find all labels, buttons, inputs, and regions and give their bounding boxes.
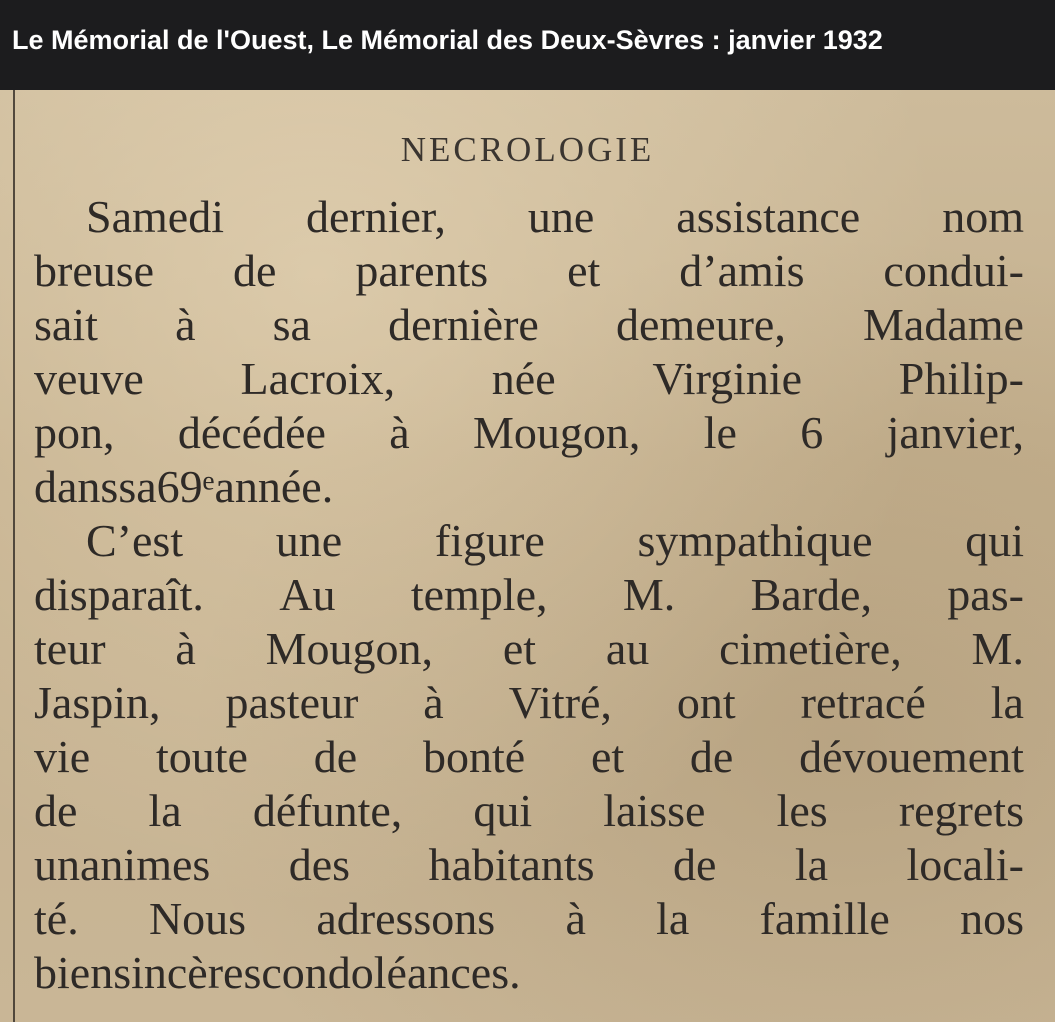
- word: pasteur: [225, 677, 359, 728]
- word: retracé: [800, 677, 926, 728]
- word: une: [527, 191, 595, 242]
- word: pas-: [947, 569, 1024, 620]
- word: à: [389, 407, 410, 458]
- text-line-2: [34, 244, 1024, 298]
- word: Lacroix,: [240, 353, 396, 404]
- word: M.: [971, 623, 1024, 674]
- word: disparaît.: [34, 569, 204, 620]
- word: nos: [960, 893, 1024, 944]
- word: habitants: [428, 839, 595, 890]
- word: sa: [118, 461, 157, 512]
- word: année.: [214, 461, 334, 512]
- text-line-11: [34, 730, 1024, 784]
- word: des: [288, 839, 351, 890]
- word: le: [703, 407, 737, 458]
- word: bien: [34, 947, 114, 998]
- word: Au: [279, 569, 336, 620]
- text-line-12: [34, 784, 1024, 838]
- word: teur: [34, 623, 106, 674]
- word: condui-: [883, 245, 1024, 296]
- word: dans: [34, 461, 119, 512]
- word: d’amis: [679, 245, 805, 296]
- word: de: [233, 245, 277, 296]
- text-line-13: [34, 838, 1024, 892]
- word: à: [565, 893, 586, 944]
- word: assistance: [676, 191, 861, 242]
- word: de: [672, 839, 717, 890]
- article-heading: NECROLOGIE: [400, 130, 655, 169]
- word: Madame: [863, 299, 1024, 350]
- word: bonté: [422, 731, 526, 782]
- text-line-1: [34, 190, 1024, 244]
- word: de: [313, 731, 358, 782]
- text-line-7: [34, 514, 1024, 568]
- word: la: [794, 839, 829, 890]
- word: regrets: [898, 785, 1024, 836]
- article-body: [34, 190, 1024, 1000]
- word: unanimes: [34, 839, 211, 890]
- word: veuve: [34, 353, 144, 404]
- word: dernière: [388, 299, 539, 350]
- word: au: [605, 623, 650, 674]
- text-line-10: [34, 676, 1024, 730]
- word: pon,: [34, 407, 115, 458]
- text-line-5: [34, 406, 1024, 460]
- word: la: [656, 893, 690, 944]
- page-title-bar: [0, 0, 1055, 90]
- text-line-4: [34, 352, 1024, 406]
- word: dernier,: [305, 191, 446, 242]
- text-line-14: [34, 892, 1024, 946]
- word: Virginie: [652, 353, 803, 404]
- word: temple,: [410, 569, 548, 620]
- word: à: [175, 623, 196, 674]
- word: figure: [434, 515, 545, 566]
- word: à: [175, 299, 196, 350]
- word: de: [689, 731, 734, 782]
- word: condoléances.: [261, 947, 521, 998]
- word: la: [148, 785, 182, 836]
- word: parents: [355, 245, 489, 296]
- word: née: [491, 353, 556, 404]
- word: et: [567, 245, 601, 296]
- word: té.: [34, 893, 79, 944]
- word: laisse: [603, 785, 706, 836]
- word: de: [34, 785, 78, 836]
- word: adressons: [316, 893, 496, 944]
- word: C’est: [86, 515, 184, 566]
- word: 6: [800, 407, 824, 458]
- word: 69ᵉ: [156, 461, 215, 512]
- word: la: [990, 677, 1024, 728]
- word: janvier,: [886, 407, 1024, 458]
- text-line-8: [34, 568, 1024, 622]
- word: Jaspin,: [34, 677, 161, 728]
- word: Nous: [148, 893, 247, 944]
- word: sait: [34, 299, 98, 350]
- word: les: [776, 785, 828, 836]
- word: sincères: [113, 947, 262, 998]
- word: Vitré,: [508, 677, 612, 728]
- word: Mougon,: [473, 407, 641, 458]
- word: décédée: [177, 407, 326, 458]
- word: Mougon,: [265, 623, 433, 674]
- word: nom: [942, 191, 1024, 242]
- word: locali-: [906, 839, 1024, 890]
- word: Philip-: [898, 353, 1024, 404]
- word: qui: [473, 785, 533, 836]
- text-line-9: [34, 622, 1024, 676]
- word: et: [590, 731, 625, 782]
- word: sympathique: [637, 515, 873, 566]
- word: à: [423, 677, 444, 728]
- word: Samedi: [86, 191, 224, 242]
- word: vie: [34, 731, 91, 782]
- word: cimetière,: [719, 623, 902, 674]
- word: breuse: [34, 245, 155, 296]
- page-title: Le Mémorial de l'Ouest, Le Mémorial des Deux-Sèvres : janvier 1932: [12, 25, 883, 55]
- word: défunte,: [252, 785, 403, 836]
- text-line-15: [34, 946, 1024, 1000]
- word: sa: [272, 299, 311, 350]
- word: une: [275, 515, 343, 566]
- word: et: [502, 623, 537, 674]
- word: ont: [676, 677, 736, 728]
- word: toute: [155, 731, 248, 782]
- word: M.: [622, 569, 676, 620]
- text-line-6: [34, 460, 1024, 514]
- word: famille: [759, 893, 890, 944]
- word: demeure,: [616, 299, 786, 350]
- column-rule: [13, 90, 15, 1022]
- newspaper-clipping: [0, 90, 1055, 1022]
- word: qui: [965, 515, 1024, 566]
- text-line-3: [34, 298, 1024, 352]
- word: Barde,: [750, 569, 872, 620]
- word: dévouement: [799, 731, 1024, 782]
